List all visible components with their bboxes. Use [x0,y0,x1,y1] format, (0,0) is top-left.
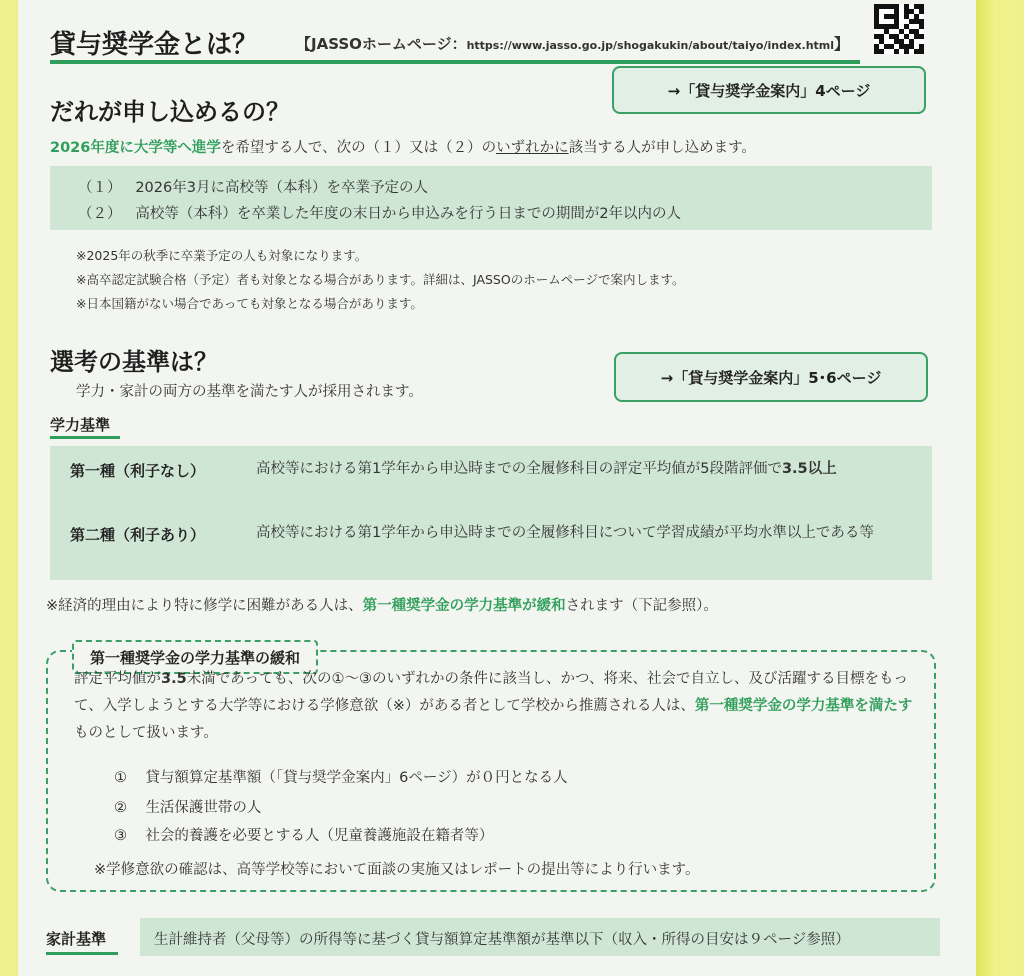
lead-underlined: いずれかに [496,140,569,156]
econ-note-highlight: 第一種奨学金の学力基準が緩和 [362,598,566,614]
condition-number: （２） [78,206,122,222]
relax-highlight: 第一種奨学金の学力基準を満たす [694,698,913,714]
condition-1 [78,176,428,197]
circled-number: ① [114,770,127,786]
link-close-bracket: 】 [834,35,850,53]
relax-condition-text: 生活保護世帯の人 [145,800,262,816]
condition-number: （１） [78,180,122,196]
note-3: ※日本国籍がない場合であっても対象となる場合があります。 [76,296,423,311]
criteria-type2-label: 第二種（利子あり） [70,526,206,544]
ref-guide-page4-button[interactable]: →「貸与奨学金案内」4ページ [612,66,926,114]
econ-note-text: ※経済的理由により特に修学に困難がある人は、 [46,598,363,614]
economic-note [46,594,718,615]
lead-highlight: 2026年度に大学等へ進学 [50,140,221,156]
selection-title: 選考の基準は？ [50,348,218,376]
criteria-bold: 3.5以上 [781,461,837,477]
selection-lead: 学力・家計の両方の基準を満たす人が採用されます。 [76,384,423,400]
lead-text-end: 該当する人が申し込めます。 [568,140,756,156]
relax-condition-1 [114,766,568,787]
link-open-bracket: 【JASSOホームページ： [296,35,467,53]
circled-number: ③ [114,828,127,844]
relax-text-2: 未満であっても、次の①～③のいずれかの条件に該当し、かつ、将来、社会で自立し、及び活躍する目標をもって、入学しようとする大学等における学修意欲（※）がある者として学校から推薦される人は、 [74,671,908,714]
relax-condition-text: 社会的養護を必要とする人（児童養護施設在籍者等） [145,828,494,844]
criteria-text: 高校等における第1学年から申込時までの全履修科目の評定平均値が5段階評価で [256,461,782,477]
relax-text-1: 評定平均値が [74,671,161,687]
academic-label-underline [50,436,120,439]
criteria-type1-text [256,454,906,484]
criteria-type2-text: 高校等における第1学年から申込時までの全履修科目について学習成績が平均水準以上である等 [256,525,874,541]
qr-module [919,49,924,54]
econ-note-end: されます（下記参照）。 [565,598,718,614]
note-1: ※2025年の秋季に卒業予定の人も対象になります。 [76,248,368,263]
note-2: ※高卒認定試験合格（予定）者も対象となる場合があります。詳細は、JASSOのホームページで案内します。 [76,272,685,287]
title-rule [50,60,860,64]
condition-text: 高校等（本科）を卒業した年度の末日から申込みを行う日までの期間が2年以内の人 [135,206,682,222]
relax-condition-text: 貸与額算定基準額（「貸与奨学金案内」6ページ）が０円となる人 [145,770,568,786]
who-lead [50,136,756,157]
page-title: 貸与奨学金とは？ [50,30,259,60]
relax-text-end: ものとして扱います。 [74,725,218,741]
household-criteria-text: 生計維持者（父母等）の所得等に基づく貸与額算定基準額が基準以下（収入・所得の目安は９ページ参照） [154,932,850,948]
household-label-underline [46,952,118,955]
relax-condition-3 [114,824,493,845]
condition-2 [78,202,681,223]
jasso-url[interactable]: https://www.jasso.go.jp/shogakukin/about/taiyo/index.html [466,39,835,52]
lead-text: を希望する人で、次の（１）又は（２）の [220,140,497,156]
relax-condition-2 [114,796,261,817]
qr-code-icon[interactable] [874,4,924,54]
folder-edge [976,0,1024,976]
relax-footnote: ※学修意欲の確認は、高等学校等において面談の実施又はレポートの提出等により行います。 [94,862,700,878]
relaxation-body [74,666,920,747]
relaxation-title: 第一種奨学金の学力基準の緩和 [72,640,318,674]
relax-bold-value: 3.5 [161,671,187,687]
condition-text: 2026年3月に高校等（本科）を卒業予定の人 [135,180,428,196]
household-criteria-label: 家計基準 [46,930,107,948]
academic-criteria-label: 学力基準 [50,416,111,434]
jasso-link-line [296,33,849,54]
who-can-apply-title: だれが申し込めるの？ [50,98,290,126]
criteria-type1-label: 第一種（利子なし） [70,462,206,480]
circled-number: ② [114,800,127,816]
ref-guide-page5-6-button[interactable]: →「貸与奨学金案内」5･6ページ [614,352,928,402]
